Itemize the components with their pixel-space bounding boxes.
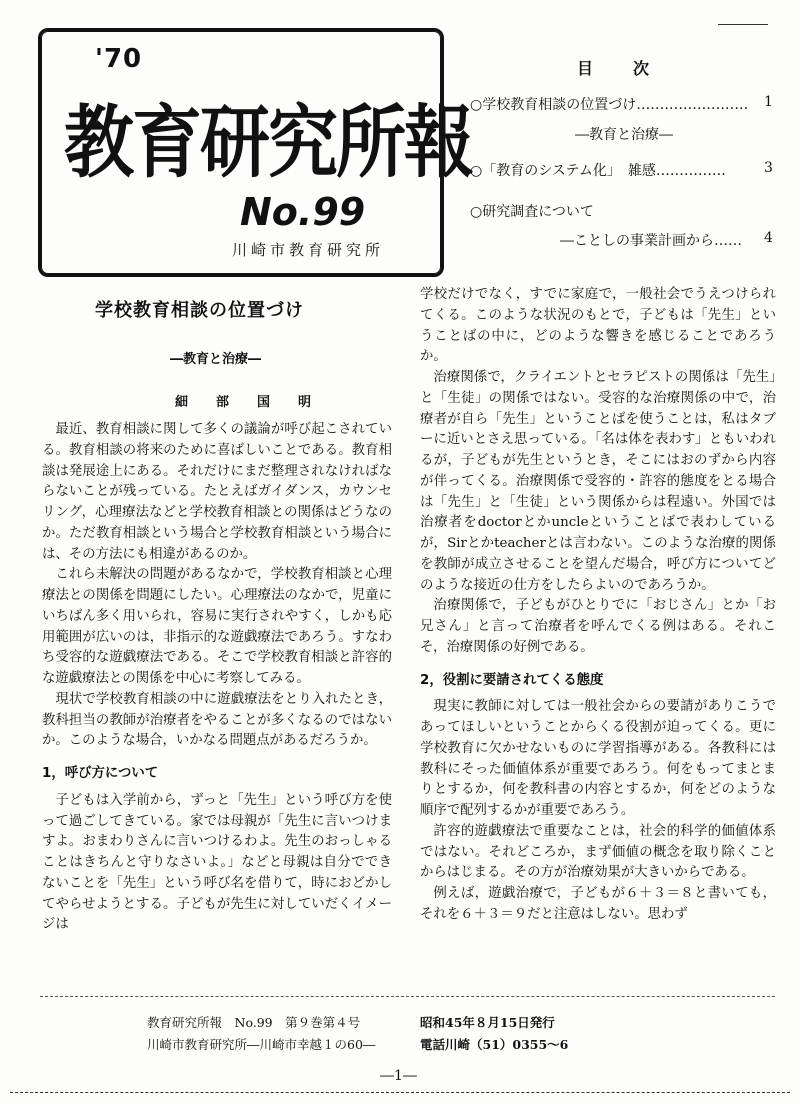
article-author: 細部国明	[175, 395, 340, 410]
toc-item-1: ○学校教育相談の位置づけ……………………	[470, 97, 749, 113]
body-paragraph: これら未解決の問題があるなかで，学校教育相談と心理療法との関係を問題にしたい。心理療法のなかで，児童にいちばん多く用いられ，容易に実行されやすく，しかも応用範囲が広いのは，非指示的な遊戯療法であろう。すなわち受容的な遊戯療法である。そこで学校教育相談と許容的な遊戯療法との関係を中心に考察してみる。	[42, 567, 392, 686]
body-paragraph: 最近、教育相談に関して多くの議論が呼び起こされている。教育相談の将来のために喜ばしいことである。教育相談は発展途上にある。それだけにまだ整理されなければならないことが残っている。たとえばガイダンス，カウンセリング，心理療法などと学校教育相談との関係はどうなのか。ただ教育相談という場合と学校教育相談という場合には、その方法にも相違があるのか。	[42, 422, 392, 562]
toc-item-2: ○「教育のシステム化」 雑感……………	[470, 163, 726, 179]
footer-phone: 電話川崎（51）0355～6	[420, 1037, 569, 1052]
body-paragraph: 学校だけでなく，すでに家庭で，一般社会でうえつけられてくる。このような状況のもとで，子どもは「先生」ということばの中に，どのような響きを感じることであろうか。	[420, 287, 776, 365]
footer-publication-info: 教育研究所報 No.99 第９巻第４号	[147, 1015, 361, 1030]
toc-item-3: ○研究調査について	[470, 204, 594, 220]
footer-issue-date: 昭和45年８月15日発行	[420, 1015, 555, 1030]
article-subtitle: ―教育と治療―	[170, 352, 262, 367]
section-heading-2: 2，役割に要請されてくる態度	[420, 672, 604, 688]
toc-subtitle-1: ―教育と治療―	[575, 127, 673, 143]
footer-address: 川崎市教育研究所―川崎市幸越１の60―	[147, 1037, 376, 1052]
body-paragraph: 現状で学校教育相談の中に遊戯療法をとり入れたとき，教科担当の教師が治療者をやることが多くなるのではないか。このような場合，いかなる問題点があるだろうか。	[42, 691, 392, 749]
toc-page-1: 1	[764, 94, 773, 110]
right-text-column	[420, 285, 776, 926]
left-text-column	[42, 420, 392, 936]
journal-title: 教育研究所報	[64, 96, 472, 189]
scan-mark	[718, 24, 768, 25]
body-paragraph: 治療関係で，子どもがひとりでに「おじさん」とか「お兄さん」と言って治療者を呼んでくる例はある。それこそ，治療関係の好例である。	[420, 598, 776, 655]
footer-divider	[40, 996, 775, 997]
section-heading-1: 1，呼び方について	[42, 766, 159, 781]
body-paragraph: 子どもは入学前から，ずっと「先生」という呼び方を使って過ごしてきている。家では母親が「先生に言いつけますよ。おまわりさんに言いつけるわよ。先生のおっしゃることはきちんと守りなさいよ。」などと母親は自分でできないことを「先生」という呼び名を借りて，時におどかしてやらせようとする。子どもが先生に対していだくイメージは	[42, 792, 392, 933]
body-paragraph: 許容的遊戯療法で重要なことは，社会的科学的価値体系ではない。それどころか，まず価値の概念を取り除くことからはじまる。その方が治療効果が大きいからである。	[420, 823, 776, 881]
issue-number: No.99	[240, 190, 366, 234]
scan-mark	[10, 1092, 790, 1093]
article-title: 学校教育相談の位置づけ	[95, 300, 304, 321]
toc-page-2: 3	[764, 160, 773, 176]
toc-heading: 目次	[577, 59, 690, 78]
body-paragraph: 現実に教師に対しては一般社会からの要請がありこうであってほしいということからくる役割が迫ってくる。更に学校教育に欠かせないものに学習指導がある。各教科には教科にそった価値体系が重要であろう。何をもってまとまりとするか，何を教科書の内容とするか，何をどのような順序で配列するかが重要であろう。	[420, 699, 776, 818]
masthead-year: '70	[95, 44, 143, 74]
publisher-name: 川崎市教育研究所	[232, 241, 385, 259]
body-paragraph: 例えば，遊戯治療で，子どもが６＋３＝８と書いても，それを６＋３＝９だと注意はしない。思わず	[420, 886, 776, 922]
toc-subtitle-3: ―ことしの事業計画から……	[560, 233, 742, 249]
body-paragraph: 治療関係で，クライエントとセラピストの関係は「先生」と「生徒」の関係ではない。受容的な治療関係の中で，治療者が自ら「先生」ということばを使うことは，私はタブーに近いとさえ思っている。「名は体を表わす」ともいわれるが，子どもが先生というとき，そこにはおのずから内容が伴ってくる。治療関係で受容的・許容的態度をとる場合は「先生」と「生徒」という関係からは程遠い。外国では治療者をdoctorとかuncleということばで表わしているが，Sirとかteacherとは言わない。このような治療的関係を教師が成立させることを望んだ場合，呼び方についてどのような接近の仕方をしたらよいのであろうか。	[420, 370, 776, 593]
toc-page-3: 4	[764, 230, 773, 246]
page-number: ―1―	[380, 1068, 417, 1084]
